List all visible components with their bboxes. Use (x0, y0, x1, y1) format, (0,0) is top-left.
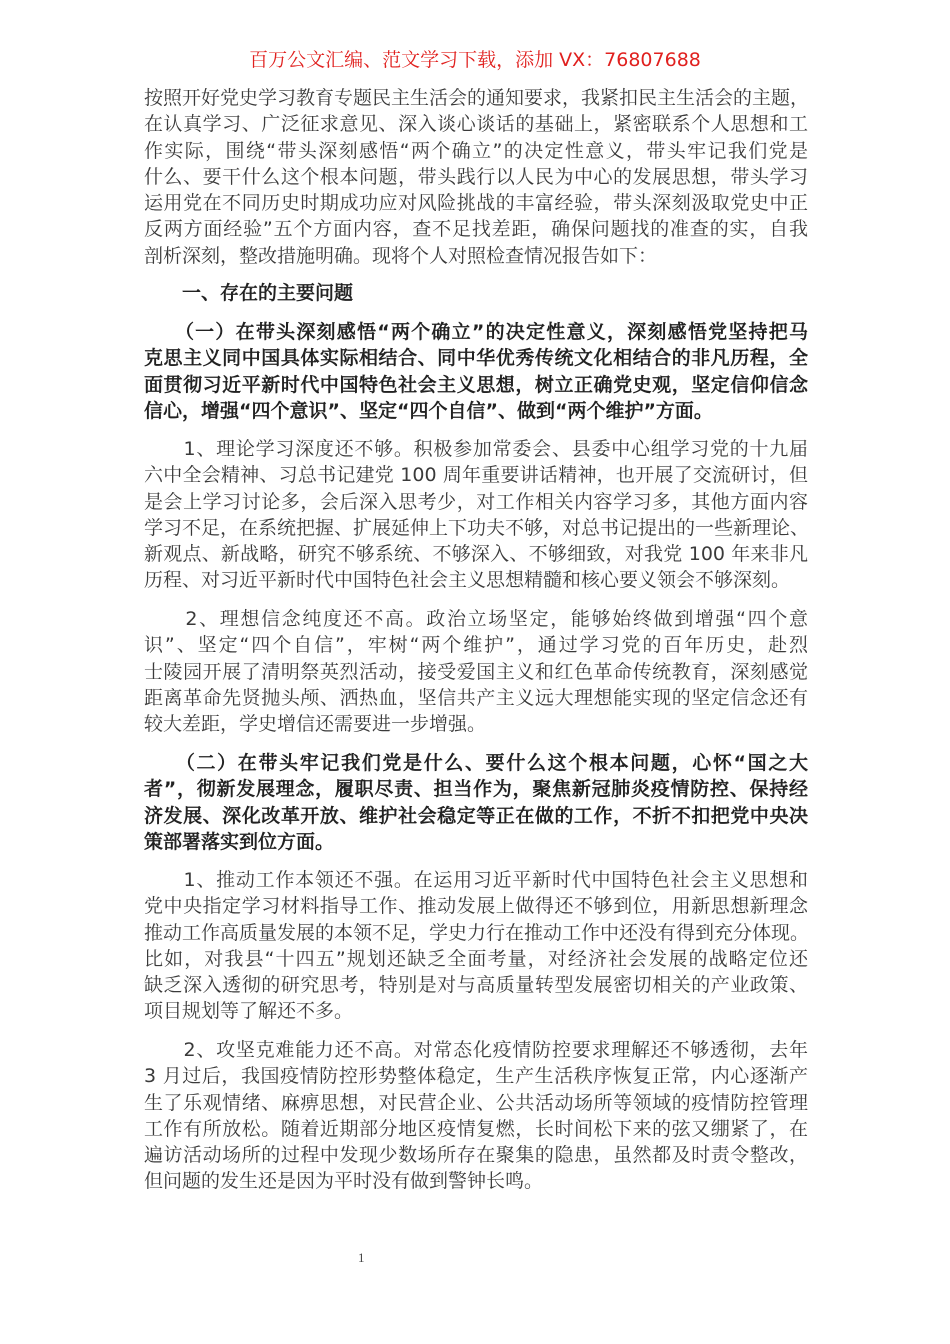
text-line: 遍访活动场所的过程中发现少数场所存在聚集的隐患，虽然都及时责令整改， (144, 1144, 808, 1167)
text-line: 1、推动工作本领还不强。在运用习近平新时代中国特色社会主义思想和 (144, 869, 808, 891)
text-line: 3 月过后，我国疫情防控形势整体稳定，生产生活秩序恢复正常，内心逐渐产 (144, 1065, 808, 1088)
text-line: （一）在带头深刻感悟“两个确立”的决定性意义，深刻感悟党坚持把马 (144, 321, 808, 343)
text-line: 生了乐观情绪、麻痹思想，对民营企业、公共活动场所等领域的疫情防控管理 (144, 1091, 808, 1114)
text-line: 项目规划等了解还不多。 (144, 1000, 354, 1023)
text-line: 缺乏深入透彻的研究思考，特别是对与高质量转型发展密切相关的产业政策、 (144, 974, 808, 997)
text-line: 新观点、新战略，研究不够系统、不够深入、不够细致，对我党 100 年来非凡 (144, 543, 808, 566)
text-line: 2、攻坚克难能力还不高。对常态化疫情防控要求理解还不够透彻，去年 (144, 1039, 808, 1061)
body-paragraph (144, 1037, 808, 1195)
text-line: 者”，彻新发展理念，履职尽责、担当作为，聚焦新冠肺炎疫情防控、保持经 (144, 778, 808, 801)
watermark-header: 百万公文汇编、范文学习下载，添加 VX：76807688 (249, 49, 701, 71)
text-line: 面贯彻习近平新时代中国特色社会主义思想，树立正确党史观，坚定信仰信念 (144, 373, 808, 396)
text-line: 策部署落实到位方面。 (144, 830, 335, 853)
text-line: 推动工作高质量发展的本领不足，学史力行在推动工作中还没有得到充分体现。 (144, 921, 810, 944)
body-paragraph (144, 606, 808, 737)
intro-paragraph (144, 85, 808, 269)
text-line: 较大差距，学史增信还需要进一步增强。 (144, 713, 487, 736)
body-paragraph (144, 436, 808, 594)
text-line: 六中全会精神、习总书记建党 100 周年重要讲话精神，也开展了交流研讨，但 (144, 464, 808, 487)
text-line: 信心，增强“四个意识”、坚定“四个自信”、做到“两个维护”方面。 (144, 399, 713, 422)
text-line: 但问题的发生还是因为平时没有做到警钟长鸣。 (144, 1170, 544, 1193)
text-line: 历程、对习近平新时代中国特色社会主义思想精髓和核心要义领会不够深刻。 (144, 569, 791, 592)
text-line: 学习不足，在系统把握、扩展延伸上下功夫不够，对总书记提出的一些新理论、 (144, 516, 810, 539)
text-line: 剖析深刻，整改措施明确。现将个人对照检查情况报告如下： (144, 244, 658, 267)
subsection-heading-1 (144, 319, 808, 424)
text-line: （二）在带头牢记我们党是什么、要什么这个根本问题，心怀“国之大 (144, 752, 808, 774)
text-line: 按照开好党史学习教育专题民主生活会的通知要求，我紧扣民主生活会的主题， (144, 87, 810, 109)
text-line: 工作有所放松。随着近期部分地区疫情复燃，长时间松下来的弦又绷紧了，在 (144, 1117, 808, 1140)
text-line: 党中央指定学习材料指导工作、推动发展上做得还不够到位，用新思想新理念 (144, 895, 808, 918)
text-line: 距离革命先贤抛头颅、洒热血，坚信共产主义远大理想能实现的坚定信念还有 (144, 686, 808, 709)
text-line: 什么、要干什么这个根本问题，带头践行以人民为中心的发展思想，带头学习 (144, 165, 808, 188)
text-line: 济发展、深化改革开放、维护社会稳定等正在做的工作，不折不扣把党中央决 (144, 804, 808, 827)
text-line: 反两方面经验”五个方面内容，查不足找差距，确保问题找的准查的实，自我 (144, 218, 808, 241)
text-line: 作实际，围绕“带头深刻感悟“两个确立”的决定性意义，带头牢记我们党是 (144, 139, 808, 162)
text-line: 1、理论学习深度还不够。积极参加常委会、县委中心组学习党的十九届 (144, 438, 808, 460)
text-line: 比如，对我县“十四五”规划还缺乏全面考量，对经济社会发展的战略定位还 (144, 947, 808, 970)
text-line: 是会上学习讨论多，会后深入思考少，对工作相关内容学习多，其他方面内容 (144, 490, 808, 513)
text-line: 在认真学习、广泛征求意见、深入谈心谈话的基础上，紧密联系个人思想和工 (144, 113, 808, 136)
subsection-heading-2 (144, 750, 808, 855)
page-number: 1 (358, 1250, 365, 1265)
text-line: 运用党在不同历史时期成功应对风险挑战的丰富经验，带头深刻汲取党史中正 (144, 192, 808, 215)
text-line: 识”、坚定“四个自信”，牢树“两个维护”，通过学习党的百年历史，赴烈 (144, 634, 808, 657)
text-line: 克思主义同中国具体实际相结合、同中华优秀传统文化相结合的非凡历程，全 (144, 347, 808, 370)
body-paragraph (144, 867, 808, 1025)
text-line: 2、理想信念纯度还不高。政治立场坚定，能够始终做到增强“四个意 (144, 608, 808, 630)
text-line: 一、存在的主要问题 (144, 282, 354, 304)
section-heading (144, 280, 808, 306)
text-line: 士陵园开展了清明祭英烈活动，接受爱国主义和红色革命传统教育，深刻感觉 (144, 660, 808, 683)
